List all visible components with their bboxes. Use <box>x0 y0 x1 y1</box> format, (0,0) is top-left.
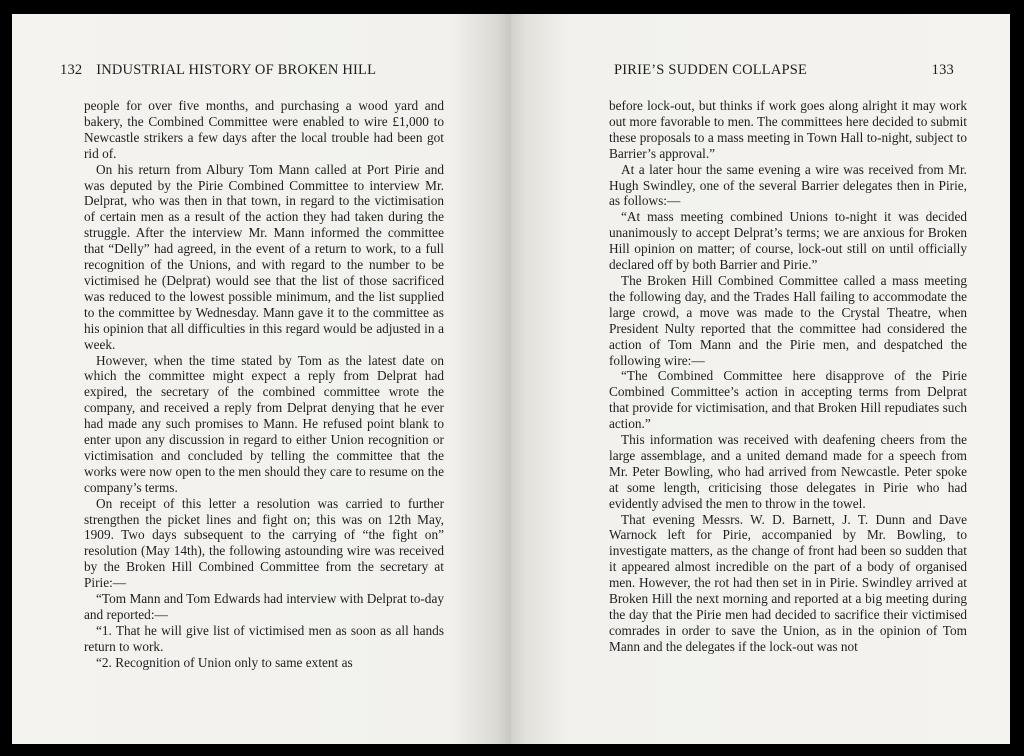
running-head-title-right: PIRIE’S SUDDEN COLLAPSE <box>614 62 808 78</box>
quoted-paragraph: “At mass meeting combined Unions to-night it was decided unanimously to accept Delprat’s terms; we are anxious for Broken Hill opinion on matter; of course, lock-out still on until officially declared off by both Barrier and Pirie.” <box>609 209 967 273</box>
left-page <box>12 14 511 744</box>
paragraph: On receipt of this letter a resolution was carried to further strengthen the picket lines and fight on; this was on 12th May, 1909. Two days subsequent to the carrying of “the fight on” resolution (May 14th), the following astounding wire was received by the Broken Hill Combined Committee from the secretary at Pirie:— <box>84 495 444 591</box>
running-head-left <box>60 62 376 79</box>
paragraph: before lock-out, but thinks if work goes along alright it may work out more favorable to men. The committees here decided to submit these proposals to a mass meeting in Town Hall to-night, subject to Barrier’s approval.” <box>609 98 967 161</box>
running-head-title-left: INDUSTRIAL HISTORY OF BROKEN HILL <box>96 62 377 78</box>
paragraph: That evening Messrs. W. D. Barnett, J. T. Dunn and Dave Warnock left for Pirie, accompanied by Mr. Bowling, to investigate matters, as the change of front had been so sudden that it appeared almost incredible on the part of a body of organised men. However, the rot had then set in in Pirie. Swindley arrived at Broken Hill the next morning and reported at a big meeting during the day that the Pirie men had decided to sacrifice their victimised comrades in order to save the Union, as in the opinion of Tom Mann and the delegates if the lock-out was not <box>609 511 967 654</box>
paragraph: people for over five months, and purchasing a wood yard and bakery, the Combined Committee were enabled to wire £1,000 to Newcastle strikers a few days after the local trouble had been got rid of. <box>84 98 444 161</box>
paragraph: At a later hour the same evening a wire was received from Mr. Hugh Swindley, one of the several Barrier delegates then in Pirie, as follows:— <box>609 161 967 209</box>
book-spread <box>12 14 1010 744</box>
paragraph: On his return from Albury Tom Mann called at Port Pirie and was deputed by the Pirie Combined Committee to interview Mr. Delprat, who was then in that town, in regard to the victimisation of certain men as a result of the action they had taken during the struggle. After the interview Mr. Mann informed the committee that “Delly” had agreed, in the event of a return to work, to a full recognition of the Unions, and with regard to the number to be victimised he (Delprat) would see that the list of those sacrificed was reduced to the lowest possible minimum, and the list supplied to the committee by Wednesday. Mann gave it to the committee as his opinion that all difficulties in this regard would be adjusted in a week. <box>84 161 444 352</box>
paragraph: However, when the time stated by Tom as the latest date on which the committee might expect a reply from Delprat had expired, the secretary of the combined committee wrote the company, and received a reply from Delprat denying that he ever had made any such promises to Mann. He refused point blank to enter upon any discussion in regard to either Union recognition or victimisation and concluded by telling the committee that the works were now open to the men should they care to resume on the company’s terms. <box>84 352 444 495</box>
quoted-paragraph: “2. Recognition of Union only to same extent as <box>96 654 353 670</box>
paragraph: The Broken Hill Combined Committee called a mass meeting the following day, and the Trades Hall failing to accommodate the large crowd, a move was made to the Crystal Theatre, when President Nulty reported that the committee had considered the action of Tom Mann and the Pirie men, and despatched the following wire:— <box>609 272 967 368</box>
body-text-left <box>84 98 444 671</box>
right-page <box>511 14 1010 744</box>
running-head-right <box>614 62 954 79</box>
body-text-right <box>609 98 967 655</box>
page-number-left: 132 <box>60 62 83 78</box>
quoted-paragraph: “1. That he will give list of victimised men as soon as all hands return to work. <box>84 622 444 654</box>
quoted-paragraph: “The Combined Committee here disapprove of the Pirie Combined Committee’s action in accepting terms from Delprat that provide for victimisation, and that Broken Hill repudiates such action.” <box>609 368 967 432</box>
paragraph: This information was received with deafening cheers from the large assemblage, and a united demand made for a speech from Mr. Peter Bowling, who had arrived from Newcastle. Peter spoke at some length, criticising those delegates in Pirie who had evidently advised the men to throw in the towel. <box>609 432 967 511</box>
quoted-paragraph: “Tom Mann and Tom Edwards had interview with Delprat to-day and reported:— <box>84 591 444 622</box>
page-number-right: 133 <box>931 62 954 78</box>
